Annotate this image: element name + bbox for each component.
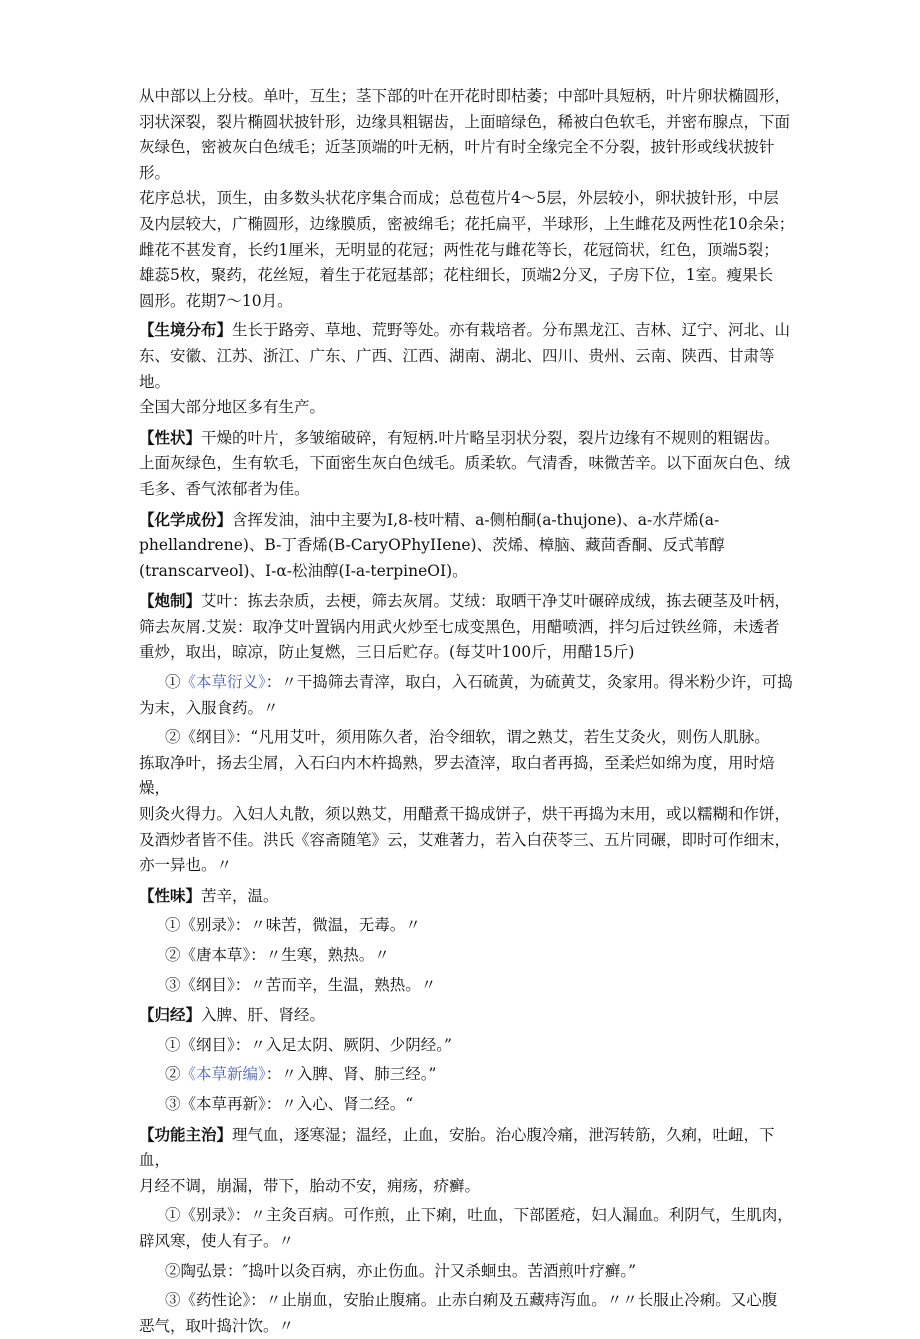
text-line: (transcarveol)、I-α-松油醇(I-a-terpineOI)。 bbox=[139, 561, 468, 580]
functions-section bbox=[139, 1122, 800, 1200]
text-line: ：″捣叶以灸百病，亦止伤血。汁又杀蛔虫。苦酒煎叶疗癣。” bbox=[227, 1261, 636, 1280]
chemistry-section bbox=[139, 507, 800, 585]
text-line: 全国大部分地区多有生产。 bbox=[139, 398, 326, 417]
text-line: 含挥发油，油中主要为I,8-枝叶精、a-侧柏酮(a-thujone)、a-水芹烯(a- bbox=[232, 510, 720, 529]
text-line: ：〃苦而辛，生温，熟热。〃 bbox=[234, 975, 437, 994]
text-line: ：〃生寒，熟热。〃 bbox=[250, 946, 390, 964]
processing-section bbox=[139, 588, 800, 666]
reference-number: ② bbox=[165, 728, 181, 747]
text-line: 雌花不甚发育，长约1厘米，无明显的花冠；两性花与雌花等长，花冠筒状，红色，顶端5裂； bbox=[139, 240, 779, 259]
section-heading: 【生境分布】 bbox=[139, 320, 233, 340]
reference-number: ③ bbox=[165, 975, 181, 994]
reference-source: 《药性论》 bbox=[180, 1291, 251, 1310]
section-heading: 【炮制】 bbox=[139, 591, 202, 611]
text-line: ：〃干捣筛去青滓，取白，入石硫黄，为硫黄艾，灸家用。得米粉少许，可捣 bbox=[265, 673, 793, 692]
reference-quote bbox=[139, 1062, 800, 1088]
text-line: 则灸火得力。入妇人丸散，须以熟艾，用醋煮干捣成饼子，烘干再捣为末用，或以糯糊和作饼， bbox=[139, 805, 791, 824]
text-line: 毛多、香气浓郁者为佳。 bbox=[139, 479, 310, 498]
text-line: 及内层较大，广椭圆形，边缘膜质，密被绵毛；花托扁平，半球形，上生雌花及两性花10余朵； bbox=[139, 214, 795, 233]
reference-quote bbox=[139, 1259, 800, 1285]
reference-source: 《纲目》 bbox=[180, 728, 235, 747]
habitat-section bbox=[139, 317, 800, 420]
reference-quote bbox=[139, 670, 800, 721]
reference-quote bbox=[139, 1288, 800, 1339]
reference-number: ② bbox=[165, 946, 181, 964]
text-line: 干燥的叶片，多皱缩破碎，有短柄.叶片略呈羽状分裂，裂片边缘有不规则的粗锯齿。 bbox=[201, 428, 780, 447]
text-line: 灰绿色，密被灰白色绒毛；近茎顶端的叶无柄，叶片有时全缘完全不分裂，披针形或线状披针形。 bbox=[139, 138, 775, 182]
text-line: phellandrene)、B-丁香烯(B-CaryOPhyIIene)、茨烯、樟脑、藏茴香酮、反式苇醇 bbox=[139, 536, 725, 555]
text-line: 拣取净叶，扬去尘屑，入石臼内木杵捣熟，罗去渣滓，取白者再捣，至柔烂如绵为度，用时焙燥， bbox=[139, 753, 775, 798]
properties-section bbox=[139, 425, 800, 503]
text-line: 上面灰绿色，生有软毛，下面密生灰白色绒毛。质柔软。气清香，味微苦辛。以下面灰白色、绒 bbox=[139, 454, 791, 473]
text-line: 为末，入服食药。〃 bbox=[139, 698, 279, 717]
reference-source-link[interactable]: 《本草新编》 bbox=[180, 1065, 266, 1084]
reference-source: 《别录》 bbox=[180, 916, 235, 935]
reference-quote bbox=[139, 943, 800, 969]
reference-source: 陶弘景 bbox=[180, 1261, 228, 1280]
text-line: ：〃入足太阴、厥阴、少阴经。” bbox=[234, 1035, 452, 1054]
section-heading: 【化学成份】 bbox=[139, 509, 233, 529]
meridian-section bbox=[139, 1002, 800, 1029]
text-line: 艾叶：拣去杂质，去梗，筛去灰屑。艾绒：取晒干净艾叶碾碎成绒，拣去硬茎及叶柄， bbox=[201, 592, 791, 611]
reference-number: ① bbox=[165, 916, 181, 935]
reference-source: 《纲目》 bbox=[180, 975, 235, 994]
reference-source: 《纲目》 bbox=[180, 1035, 235, 1054]
text-line: 圆形。花期7～10月。 bbox=[139, 291, 293, 310]
reference-quote bbox=[139, 913, 800, 939]
reference-number: ② bbox=[165, 1065, 181, 1084]
reference-source: 《唐本草》 bbox=[180, 946, 251, 964]
reference-quote bbox=[139, 973, 800, 999]
reference-source: 《别录》 bbox=[180, 1206, 235, 1225]
text-line: ：“凡用艾叶，须用陈久者，治令细软，谓之熟艾，若生艾灸火，则伤人肌脉。 bbox=[234, 728, 770, 747]
reference-number: ① bbox=[165, 1206, 181, 1225]
text-line: 理气血，逐寒湿；温经，止血，安胎。治心腹冷痛，泄泻转筋，久痢，吐衄，下血， bbox=[139, 1125, 775, 1170]
text-line: 苦辛，温。 bbox=[201, 886, 279, 905]
section-heading: 【功能主治】 bbox=[139, 1124, 233, 1144]
text-line: 恶气，取叶捣汁饮。〃 bbox=[139, 1316, 295, 1335]
section-heading: 【性味】 bbox=[139, 885, 202, 905]
reference-source: 《本草再新》 bbox=[180, 1094, 266, 1113]
text-line: ：〃入脾、肾、肺三经。” bbox=[265, 1065, 437, 1084]
text-line: ：〃主灸百病。可作煎，止下痢，吐血，下部匿疮，妇人漏血。利阴气，生肌肉， bbox=[234, 1206, 793, 1225]
reference-quote bbox=[139, 725, 800, 879]
text-line: 东、安徽、江苏、浙江、广东、广西、江西、湖南、湖北、四川、贵州、云南、陕西、甘肃等地。 bbox=[139, 346, 775, 391]
text-line: 月经不调，崩漏，带下，胎动不安，痈疡，疥癣。 bbox=[139, 1176, 481, 1195]
reference-source-link[interactable]: 《本草衍义》 bbox=[180, 673, 266, 692]
reference-number: ① bbox=[165, 1035, 181, 1054]
text-line: 辟风寒，使人有子。〃 bbox=[139, 1231, 295, 1250]
reference-number: ③ bbox=[165, 1291, 181, 1310]
reference-number: ① bbox=[165, 673, 181, 692]
description-section bbox=[139, 84, 800, 314]
section-heading: 【性状】 bbox=[139, 427, 202, 447]
text-line: ：〃入心、肾二经。“ bbox=[265, 1094, 414, 1113]
reference-quote bbox=[139, 1092, 800, 1118]
text-line: ：〃味苦，微温，无毒。〃 bbox=[234, 916, 421, 935]
taste-section bbox=[139, 883, 800, 910]
text-line: 重炒，取出，晾凉，防止复燃，三日后贮存。(每艾叶100斤，用醋15斤) bbox=[139, 643, 635, 662]
reference-number: ② bbox=[165, 1261, 181, 1280]
reference-quote bbox=[139, 1033, 800, 1059]
text-line: 从中部以上分枝。单叶，互生；茎下部的叶在开花时即枯萎；中部叶具短柄，叶片卵状椭圆形， bbox=[139, 87, 791, 105]
text-line: 花序总状，顶生，由多数头状花序集合而成；总苞苞片4～5层，外层较小，卵状披针形，中层 bbox=[139, 189, 779, 208]
text-line: ：〃止崩血，安胎止腹痛。止赤白痢及五藏痔泻血。〃〃长服止冷痢。又心腹 bbox=[250, 1291, 778, 1310]
text-line: 及酒炒者皆不佳。洪氏《容斋随笔》云，艾难著力，若入白茯苓三、五片同碾，即时可作细末， bbox=[139, 830, 791, 849]
text-line: 生长于路旁、草地、荒野等处。亦有栽培者。分布黑龙江、吉林、辽宁、河北、山 bbox=[232, 321, 791, 340]
section-heading: 【归经】 bbox=[139, 1005, 202, 1025]
text-line: 羽状深裂，裂片椭圆状披针形，边缘具粗锯齿，上面暗绿色，稀被白色软毛，并密布腺点，下面 bbox=[139, 112, 791, 131]
reference-number: ③ bbox=[165, 1094, 181, 1113]
text-line: 入脾、肝、肾经。 bbox=[201, 1006, 326, 1025]
text-line: 亦一异也。〃 bbox=[139, 856, 233, 875]
reference-quote bbox=[139, 1203, 800, 1254]
text-line: 筛去灰屑.艾炭：取净艾叶置锅内用武火炒至七成变黑色，用醋喷洒，拌匀后过铁丝筛，未透者 bbox=[139, 617, 780, 636]
text-line: 雄蕊5枚，聚药，花丝短，着生于花冠基部；花柱细长，顶端2分叉，子房下位，1室。瘦果长 bbox=[139, 266, 774, 285]
